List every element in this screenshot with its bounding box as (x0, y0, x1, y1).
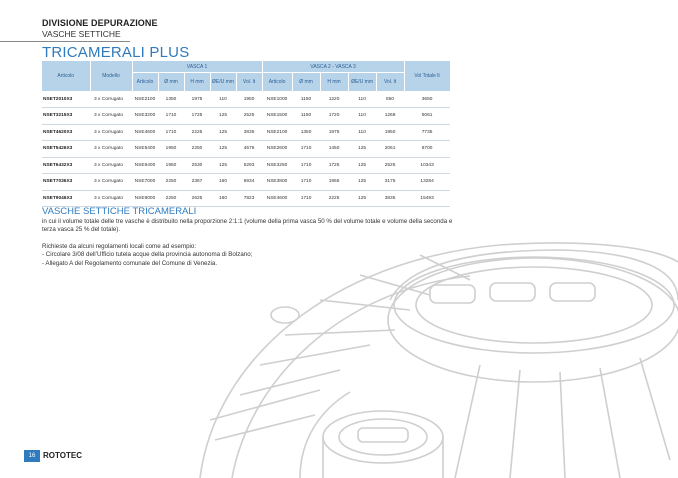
table-cell: 1975 (320, 124, 348, 141)
table-cell: 2250 (158, 190, 184, 207)
table-cell: 2225 (184, 124, 210, 141)
table-cell: 125 (210, 141, 236, 158)
table-cell: 5061 (404, 108, 450, 125)
section-paragraph: in cui il volume totale delle tre vasche è distribuito nella proporzione 2:1:1 (volume della prima vasca 50 % del volume totale e volume della seconda e terza vasca 25 % del totale). (42, 218, 453, 234)
table-cell: NSE3250 (262, 157, 292, 174)
table-row (42, 174, 450, 191)
table-cell: 125 (210, 124, 236, 141)
specs-table-wrap (42, 61, 450, 207)
table-cell: 1950 (236, 91, 262, 108)
table-cell: 3650 (404, 91, 450, 108)
table-cell: 1725 (320, 157, 348, 174)
table-cell: NSE2100 (262, 124, 292, 141)
table-cell: NSE2100 (132, 91, 158, 108)
table-cell: 2225 (320, 190, 348, 207)
table-cell: 125 (210, 157, 236, 174)
table-cell: NSE3200 (132, 108, 158, 125)
sub-header-cell: Articolo (262, 73, 292, 92)
sub-header-cell: Vol. lt (236, 73, 262, 92)
col-header-articolo: Articolo (42, 61, 90, 91)
table-cell: 850 (376, 91, 404, 108)
table-cell: 2367 (184, 174, 210, 191)
table-cell: 1725 (184, 108, 210, 125)
table-cell: NSE2600 (262, 141, 292, 158)
sub-header-cell: Ø mm (158, 73, 184, 92)
table-cell: 5293 (236, 157, 262, 174)
page-header (42, 18, 158, 39)
table-cell: 1710 (292, 190, 320, 207)
table-cell: 2061 (376, 141, 404, 158)
table-cell: 125 (348, 174, 376, 191)
table-cell: 3175 (376, 174, 404, 191)
table-cell: 1150 (292, 91, 320, 108)
table-cell: 3 x Corrugato (90, 141, 132, 158)
section-title: VASCHE SETTICHE TRICAMERALI (42, 206, 197, 217)
table-cell: 110 (348, 108, 376, 125)
table-cell: 1450 (320, 141, 348, 158)
table-cell: 160 (210, 190, 236, 207)
table-cell: 1710 (158, 108, 184, 125)
sub-header-cell: H mm (184, 73, 210, 92)
table-cell: 125 (348, 141, 376, 158)
table-cell: NSET7036X3 (42, 174, 90, 191)
table-cell: 3835 (376, 190, 404, 207)
table-cell: 1220 (320, 91, 348, 108)
table-cell: 6934 (236, 174, 262, 191)
table-cell: 10343 (404, 157, 450, 174)
table-cell: 125 (348, 157, 376, 174)
table-cell: NSE4600 (132, 124, 158, 141)
table-cell: 1975 (184, 91, 210, 108)
table-cell: NSE1000 (262, 91, 292, 108)
table-cell: NSET6432X3 (42, 157, 90, 174)
table-cell: 1710 (292, 174, 320, 191)
sub-header-cell: Vol. lt (376, 73, 404, 92)
table-cell: NSE5400 (132, 141, 158, 158)
table-cell: 15493 (404, 190, 450, 207)
table-cell: 1710 (292, 157, 320, 174)
table-cell: 1950 (376, 124, 404, 141)
sub-header-cell: H mm (320, 73, 348, 92)
table-row (42, 157, 450, 174)
table-cell: 2250 (184, 141, 210, 158)
header-divider (0, 41, 130, 42)
table-cell: NSE3800 (262, 174, 292, 191)
sub-header-cell: ØE/U mm (348, 73, 376, 92)
table-row (42, 124, 450, 141)
sub-header-cell: Articolo (132, 73, 158, 92)
table-cell: NSE6400 (132, 157, 158, 174)
table-cell: 2525 (376, 157, 404, 174)
table-cell: 3 x Corrugato (90, 91, 132, 108)
table-row (42, 108, 450, 125)
division-title: DIVISIONE DEPURAZIONE (42, 18, 158, 28)
col-header-vasca1: VASCA 1 (132, 61, 262, 73)
table-cell: 2625 (184, 190, 210, 207)
table-row (42, 91, 450, 108)
section-body (42, 218, 462, 268)
table-cell: 2525 (236, 108, 262, 125)
table-cell: 1350 (158, 91, 184, 108)
brand-name: ROTOTEC (43, 451, 82, 460)
table-cell: NSET2010X3 (42, 91, 90, 108)
list-item: - Allegato A del Regolamento comunale del Comune di Venezia. (42, 259, 218, 267)
table-cell: 1950 (158, 141, 184, 158)
table-cell: 1710 (158, 124, 184, 141)
table-cell: 4576 (236, 141, 262, 158)
table-row (42, 141, 450, 158)
table-cell: 110 (348, 124, 376, 141)
table-cell: NSE9000 (132, 190, 158, 207)
table-cell: 13284 (404, 174, 450, 191)
table-cell: 1150 (292, 108, 320, 125)
table-cell: NSET9046X3 (42, 190, 90, 207)
table-cell: 110 (348, 91, 376, 108)
table-cell: 125 (348, 190, 376, 207)
col-header-vol-totale: Vol Totale lt (404, 61, 450, 91)
table-cell: NSE4600 (262, 190, 292, 207)
col-header-vasca23: VASCA 2 - VASCA 3 (262, 61, 404, 73)
page-number: 16 (24, 450, 40, 462)
table-cell: 3 x Corrugato (90, 190, 132, 207)
table-row (42, 190, 450, 207)
table-cell: 3 x Corrugato (90, 108, 132, 125)
table-cell: NSET5426X3 (42, 141, 90, 158)
list-item: - Circolare 3/08 dell’Ufficio tutela acque della provincia autonoma di Bolzano; (42, 251, 253, 259)
section-intro: Richieste da alcuni regolamenti locali come ad esempio: (42, 242, 197, 250)
table-cell: 1955 (320, 174, 348, 191)
table-cell: NSET3215X3 (42, 108, 90, 125)
table-cell: 1350 (292, 124, 320, 141)
subdivision-title: VASCHE SETTICHE (42, 29, 121, 39)
table-cell: 2530 (184, 157, 210, 174)
table-cell: 1720 (320, 108, 348, 125)
table-cell: 2250 (158, 174, 184, 191)
table-cell: 3 x Corrugato (90, 157, 132, 174)
table-cell: 3835 (236, 124, 262, 141)
page-title: TRICAMERALI PLUS (42, 44, 190, 61)
specs-table (42, 61, 451, 207)
table-cell: NSET4620X3 (42, 124, 90, 141)
table-cell: 8700 (404, 141, 450, 158)
table-cell: 1950 (158, 157, 184, 174)
table-cell: 1710 (292, 141, 320, 158)
table-cell: 7823 (236, 190, 262, 207)
sub-header-cell: Ø mm (292, 73, 320, 92)
table-cell: 160 (210, 174, 236, 191)
table-cell: NSE7000 (132, 174, 158, 191)
table-cell: NSE1500 (262, 108, 292, 125)
table-cell: 125 (210, 108, 236, 125)
table-cell: 3 x Corrugato (90, 124, 132, 141)
table-cell: 7735 (404, 124, 450, 141)
table-cell: 3 x Corrugato (90, 174, 132, 191)
sub-header-cell: ØE/U mm (210, 73, 236, 92)
table-cell: 110 (210, 91, 236, 108)
col-header-modello: Modello (90, 61, 132, 91)
table-cell: 1268 (376, 108, 404, 125)
